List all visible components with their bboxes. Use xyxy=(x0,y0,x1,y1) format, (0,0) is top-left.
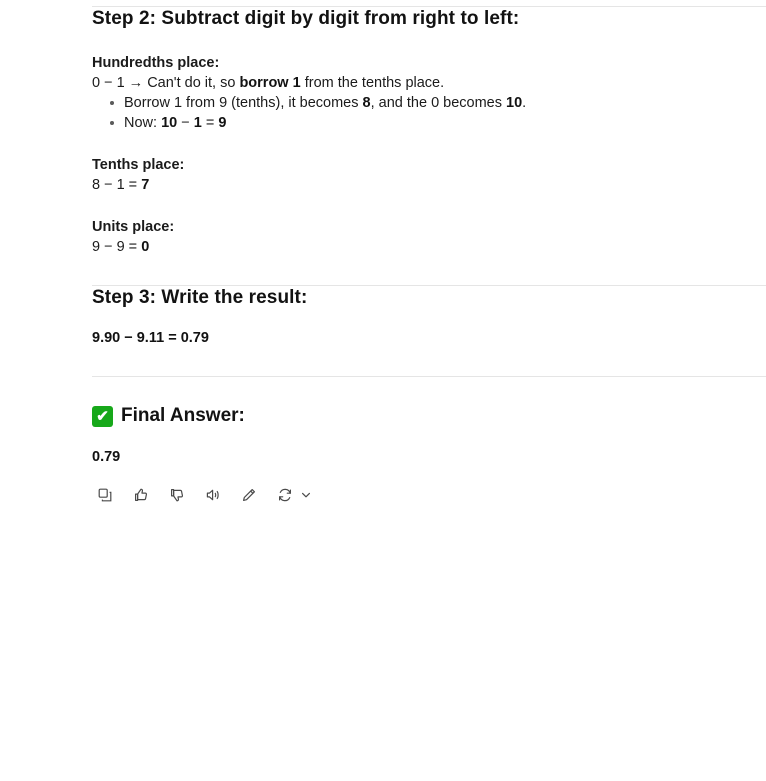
bullet-2-bold-2: 1 xyxy=(193,115,202,131)
units-expr-result: 0 xyxy=(141,239,150,255)
edit-icon[interactable] xyxy=(236,482,262,508)
message-action-toolbar xyxy=(92,482,674,508)
final-answer-title: Final Answer: xyxy=(121,405,245,426)
bullet-1-bold-1: 8 xyxy=(362,95,371,111)
bullet-2-bold-1: 10 xyxy=(161,115,178,131)
hundredths-sentence-bold: borrow 1 xyxy=(239,75,301,91)
copy-icon[interactable] xyxy=(92,482,118,508)
list-item xyxy=(110,93,674,113)
units-place-expression xyxy=(92,237,674,257)
chevron-down-icon[interactable] xyxy=(298,482,314,508)
regenerate-icon[interactable] xyxy=(272,482,298,508)
regenerate-group[interactable] xyxy=(272,482,314,508)
final-answer-heading xyxy=(92,403,674,429)
bullet-2-mid-2: = xyxy=(201,115,219,131)
bullet-2-mid: − xyxy=(177,115,194,131)
thumbs-up-icon[interactable] xyxy=(128,482,154,508)
tenths-place-label: Tenths place: xyxy=(92,157,185,173)
hundredths-sentence-pre: 0 − 1 → Can't do it, so xyxy=(92,75,240,91)
hundredths-place-label: Hundredths place: xyxy=(92,55,220,71)
bullet-2-bold-3: 9 xyxy=(218,115,227,131)
step-3-result: 9.90 − 9.11 = 0.79 xyxy=(92,330,209,346)
list-item xyxy=(110,113,674,133)
bullet-1-post: . xyxy=(522,95,527,111)
bullet-1-pre: Borrow 1 from 9 (tenths), it becomes xyxy=(124,95,363,111)
thumbs-down-icon[interactable] xyxy=(164,482,190,508)
bullet-2-pre: Now: xyxy=(124,115,162,131)
read-aloud-icon[interactable] xyxy=(200,482,226,508)
step-2-title: Step 2: Subtract digit by digit from right to left: xyxy=(92,8,520,29)
tenths-expr-pre: 8 − 1 = xyxy=(92,177,142,193)
bullet-1-bold-2: 10 xyxy=(506,95,523,111)
bullet-1-mid: , and the 0 becomes xyxy=(370,95,507,111)
tenths-expr-result: 7 xyxy=(141,177,150,193)
tenths-place-expression xyxy=(92,175,674,195)
message-content xyxy=(0,7,674,508)
divider-step-3-final xyxy=(92,376,766,377)
step-3-title: Step 3: Write the result: xyxy=(92,287,308,308)
hundredths-place-sentence xyxy=(92,73,674,93)
final-answer-value: 0.79 xyxy=(92,449,121,465)
units-expr-pre: 9 − 9 = xyxy=(92,239,142,255)
check-mark-icon: ✔ xyxy=(92,406,113,427)
units-place-label: Units place: xyxy=(92,219,175,235)
hundredths-sentence-post: from the tenths place. xyxy=(300,75,445,91)
hundredths-bullet-list xyxy=(92,93,674,133)
